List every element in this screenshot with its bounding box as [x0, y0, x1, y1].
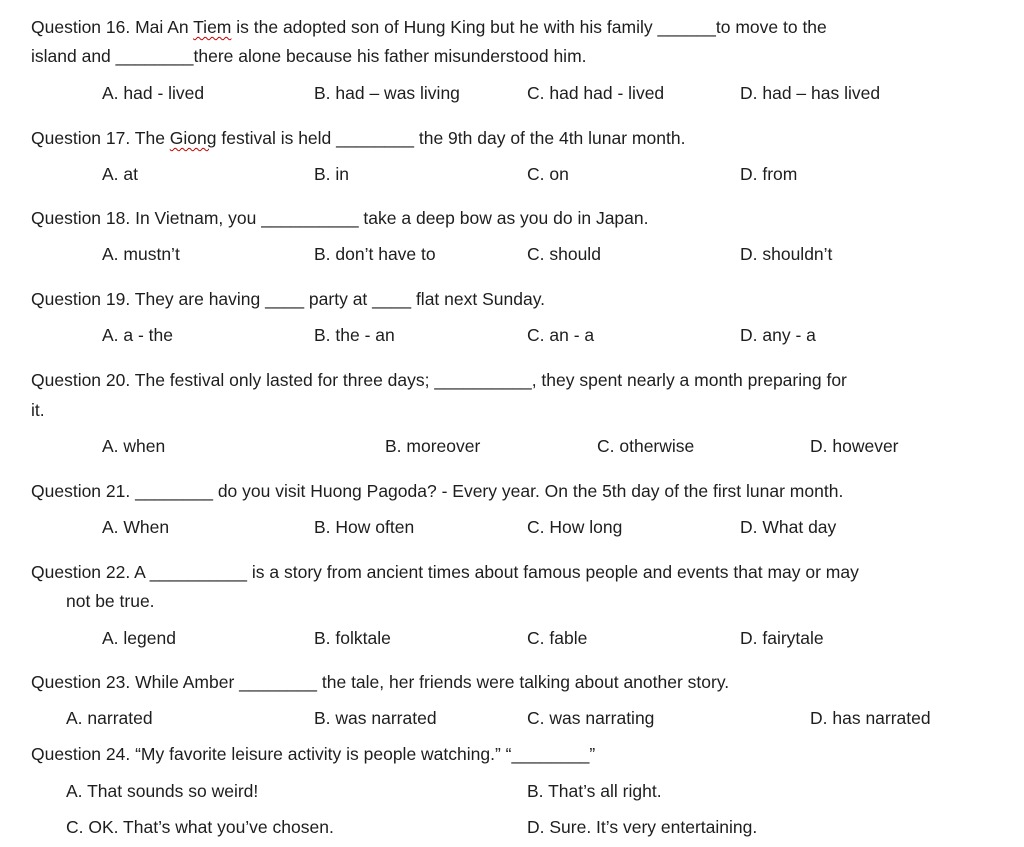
spell-check-word: Giong [169, 128, 217, 148]
q20-option-a: A. when [102, 436, 166, 456]
q24-option-a: A. That sounds so weird! [66, 781, 259, 801]
q23-option-a: A. narrated [66, 708, 153, 728]
question-16-line-2: island and ________there alone because his father misunderstood him. [31, 46, 587, 66]
q23-option-c: C. was narrating [527, 708, 655, 728]
q20-option-d: D. however [810, 436, 899, 456]
q17-option-c: C. on [527, 164, 569, 184]
q21-option-a: A. When [102, 517, 170, 537]
q19-option-b: B. the - an [314, 325, 395, 345]
q21-option-b: B. How often [314, 517, 415, 537]
q21-option-d: D. What day [740, 517, 837, 537]
question-21: Question 21. ________ do you visit Huong Pagoda? - Every year. On the 5th day of the first lunar month. [31, 481, 844, 501]
question-23: Question 23. While Amber ________ the tale, her friends were talking about another story. [31, 672, 730, 692]
question-22-line-1: Question 22. A __________ is a story from ancient times about famous people and events that may or may [31, 562, 859, 582]
q16-option-d: D. had – has lived [740, 83, 881, 103]
question-16-line-1: Question 16. Mai An Tiem is the adopted son of Hung King but he with his family ______to move to the [31, 17, 827, 37]
question-18: Question 18. In Vietnam, you __________ take a deep bow as you do in Japan. [31, 208, 649, 228]
q24-option-d: D. Sure. It’s very entertaining. [527, 817, 758, 837]
q22-option-a: A. legend [102, 628, 176, 648]
q17-option-d: D. from [740, 164, 798, 184]
q23-option-d: D. has narrated [810, 708, 931, 728]
q18-option-a: A. mustn’t [102, 244, 180, 264]
q22-option-d: D. fairytale [740, 628, 824, 648]
q18-option-c: C. should [527, 244, 601, 264]
q16-option-b: B. had – was living [314, 83, 460, 103]
q20-option-b: B. moreover [385, 436, 481, 456]
q22-option-b: B. folktale [314, 628, 391, 648]
q21-option-c: C. How long [527, 517, 623, 537]
question-20-line-2: it. [31, 400, 45, 420]
q20-option-c: C. otherwise [597, 436, 695, 456]
question-24: Question 24. “My favorite leisure activity is people watching.” “________” [31, 744, 596, 764]
question-22-line-2: not be true. [66, 591, 155, 611]
q16-option-c: C. had had - lived [527, 83, 665, 103]
q18-option-d: D. shouldn’t [740, 244, 833, 264]
q22-option-c: C. fable [527, 628, 588, 648]
q24-option-b: B. That’s all right. [527, 781, 662, 801]
question-19: Question 19. They are having ____ party at ____ flat next Sunday. [31, 289, 546, 309]
q19-option-c: C. an - a [527, 325, 595, 345]
spell-check-word: Tiem [193, 17, 232, 37]
q23-option-b: B. was narrated [314, 708, 437, 728]
q19-option-a: A. a - the [102, 325, 174, 345]
question-20-line-1: Question 20. The festival only lasted for three days; __________, they spent nearly a month preparing for [31, 370, 847, 390]
q16-option-a: A. had - lived [102, 83, 205, 103]
q24-option-c: C. OK. That’s what you’ve chosen. [66, 817, 334, 837]
q17-option-a: A. at [102, 164, 138, 184]
question-17: Question 17. The Giong festival is held ________ the 9th day of the 4th lunar month. [31, 128, 686, 148]
q19-option-d: D. any - a [740, 325, 816, 345]
q18-option-b: B. don’t have to [314, 244, 436, 264]
q17-option-b: B. in [314, 164, 350, 184]
